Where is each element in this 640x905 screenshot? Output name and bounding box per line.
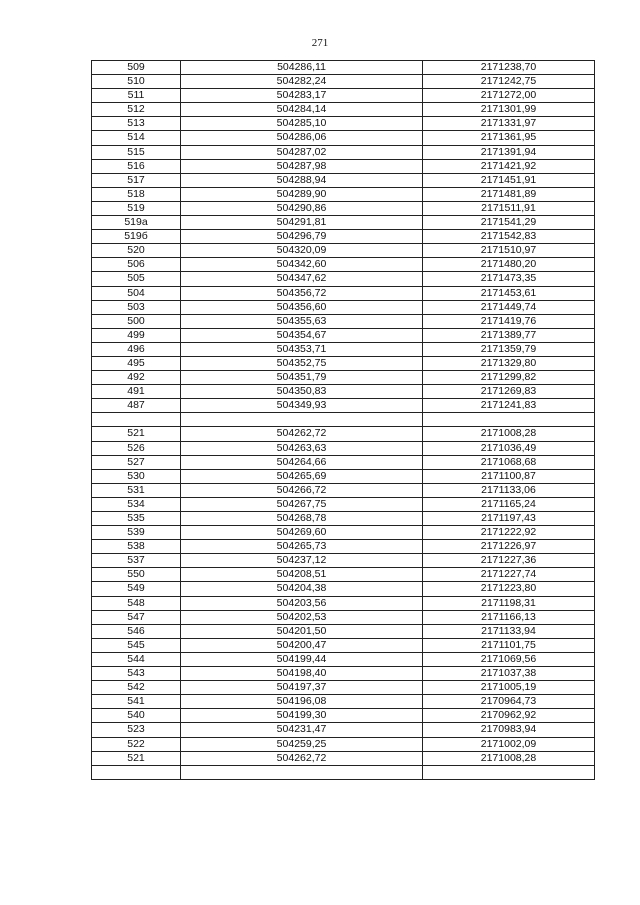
table-row (92, 342, 595, 356)
x-coordinate-cell: 504290,86 (181, 201, 423, 215)
y-coordinate-cell: 2171002,09 (423, 737, 595, 751)
point-number-cell: 541 (92, 695, 181, 709)
table-row (92, 356, 595, 370)
y-coordinate-cell: 2171511,91 (423, 201, 595, 215)
x-coordinate-cell: 504351,79 (181, 371, 423, 385)
x-coordinate-cell: 504201,50 (181, 624, 423, 638)
y-coordinate-cell: 2171299,82 (423, 371, 595, 385)
table-row (92, 258, 595, 272)
point-number-cell (92, 765, 181, 779)
x-coordinate-cell: 504197,37 (181, 681, 423, 695)
point-number-cell: 495 (92, 356, 181, 370)
table-row (92, 131, 595, 145)
x-coordinate-cell: 504208,51 (181, 568, 423, 582)
point-number-cell: 519 (92, 201, 181, 215)
table-row (92, 371, 595, 385)
table-row (92, 187, 595, 201)
table-row (92, 596, 595, 610)
x-coordinate-cell: 504347,62 (181, 272, 423, 286)
table-row (92, 624, 595, 638)
table-row (92, 709, 595, 723)
y-coordinate-cell: 2171222,92 (423, 526, 595, 540)
point-number-cell: 487 (92, 399, 181, 413)
y-coordinate-cell: 2171449,74 (423, 300, 595, 314)
y-coordinate-cell: 2171238,70 (423, 61, 595, 75)
x-coordinate-cell: 504198,40 (181, 667, 423, 681)
y-coordinate-cell: 2171133,94 (423, 624, 595, 638)
x-coordinate-cell: 504354,67 (181, 328, 423, 342)
y-coordinate-cell: 2171008,28 (423, 751, 595, 765)
y-coordinate-cell: 2171036,49 (423, 441, 595, 455)
y-coordinate-cell: 2171361,95 (423, 131, 595, 145)
y-coordinate-cell: 2171242,75 (423, 75, 595, 89)
table-row (92, 681, 595, 695)
y-coordinate-cell: 2171100,87 (423, 469, 595, 483)
table-row (92, 328, 595, 342)
y-coordinate-cell: 2171542,83 (423, 230, 595, 244)
point-number-cell: 545 (92, 638, 181, 652)
y-coordinate-cell: 2171037,38 (423, 667, 595, 681)
table-row (92, 652, 595, 666)
table-row (92, 159, 595, 173)
point-number-cell: 534 (92, 497, 181, 511)
point-number-cell: 510 (92, 75, 181, 89)
point-number-cell: 535 (92, 512, 181, 526)
y-coordinate-cell: 2171331,97 (423, 117, 595, 131)
table-row (92, 427, 595, 441)
y-coordinate-cell: 2171541,29 (423, 216, 595, 230)
table-row (92, 145, 595, 159)
x-coordinate-cell: 504263,63 (181, 441, 423, 455)
table-row (92, 413, 595, 427)
y-coordinate-cell: 2171473,35 (423, 272, 595, 286)
table-row (92, 272, 595, 286)
point-number-cell: 517 (92, 173, 181, 187)
table-row (92, 737, 595, 751)
point-number-cell: 515 (92, 145, 181, 159)
x-coordinate-cell: 504353,71 (181, 342, 423, 356)
y-coordinate-cell: 2170962,92 (423, 709, 595, 723)
page-number: 271 (311, 37, 329, 49)
point-number-cell: 505 (92, 272, 181, 286)
y-coordinate-cell: 2171391,94 (423, 145, 595, 159)
point-number-cell: 504 (92, 286, 181, 300)
point-number-cell: 509 (92, 61, 181, 75)
x-coordinate-cell: 504268,78 (181, 512, 423, 526)
x-coordinate-cell: 504196,08 (181, 695, 423, 709)
table-row (92, 75, 595, 89)
point-number-cell: 519а (92, 216, 181, 230)
point-number-cell: 500 (92, 314, 181, 328)
x-coordinate-cell: 504284,14 (181, 103, 423, 117)
y-coordinate-cell: 2171198,31 (423, 596, 595, 610)
x-coordinate-cell: 504320,09 (181, 244, 423, 258)
x-coordinate-cell: 504355,63 (181, 314, 423, 328)
x-coordinate-cell: 504265,73 (181, 540, 423, 554)
table-row (92, 568, 595, 582)
table-row (92, 540, 595, 554)
y-coordinate-cell: 2171451,91 (423, 173, 595, 187)
table-row (92, 638, 595, 652)
y-coordinate-cell: 2171510,97 (423, 244, 595, 258)
x-coordinate-cell: 504262,72 (181, 427, 423, 441)
table-row (92, 667, 595, 681)
point-number-cell: 499 (92, 328, 181, 342)
table-row (92, 173, 595, 187)
point-number-cell: 511 (92, 89, 181, 103)
table-row (92, 765, 595, 779)
y-coordinate-cell: 2171329,80 (423, 356, 595, 370)
point-number-cell: 506 (92, 258, 181, 272)
y-coordinate-cell: 2171166,13 (423, 610, 595, 624)
table-row (92, 610, 595, 624)
x-coordinate-cell: 504262,72 (181, 751, 423, 765)
y-coordinate-cell: 2171008,28 (423, 427, 595, 441)
point-number-cell: 549 (92, 582, 181, 596)
x-coordinate-cell: 504356,60 (181, 300, 423, 314)
table-row (92, 117, 595, 131)
y-coordinate-cell: 2171359,79 (423, 342, 595, 356)
table-row (92, 455, 595, 469)
point-number-cell: 526 (92, 441, 181, 455)
point-number-cell: 521 (92, 427, 181, 441)
point-number-cell: 519б (92, 230, 181, 244)
x-coordinate-cell: 504203,56 (181, 596, 423, 610)
x-coordinate-cell: 504287,98 (181, 159, 423, 173)
table-row (92, 497, 595, 511)
table-row (92, 512, 595, 526)
point-number-cell: 537 (92, 554, 181, 568)
table-row (92, 385, 595, 399)
x-coordinate-cell (181, 413, 423, 427)
point-number-cell: 548 (92, 596, 181, 610)
point-number-cell: 523 (92, 723, 181, 737)
table-row (92, 483, 595, 497)
x-coordinate-cell: 504349,93 (181, 399, 423, 413)
y-coordinate-cell (423, 765, 595, 779)
table-row (92, 300, 595, 314)
y-coordinate-cell: 2171227,74 (423, 568, 595, 582)
table-row (92, 61, 595, 75)
point-number-cell: 546 (92, 624, 181, 638)
point-number-cell: 547 (92, 610, 181, 624)
table-row (92, 286, 595, 300)
y-coordinate-cell: 2171227,36 (423, 554, 595, 568)
y-coordinate-cell: 2171269,83 (423, 385, 595, 399)
point-number-cell: 542 (92, 681, 181, 695)
y-coordinate-cell: 2171101,75 (423, 638, 595, 652)
point-number-cell: 527 (92, 455, 181, 469)
point-number-cell: 503 (92, 300, 181, 314)
x-coordinate-cell: 504265,69 (181, 469, 423, 483)
y-coordinate-cell: 2171226,97 (423, 540, 595, 554)
point-number-cell: 538 (92, 540, 181, 554)
table-row (92, 216, 595, 230)
table-row (92, 469, 595, 483)
x-coordinate-cell: 504285,10 (181, 117, 423, 131)
x-coordinate-cell: 504204,38 (181, 582, 423, 596)
x-coordinate-cell: 504202,53 (181, 610, 423, 624)
point-number-cell: 543 (92, 667, 181, 681)
x-coordinate-cell: 504350,83 (181, 385, 423, 399)
table-row (92, 244, 595, 258)
x-coordinate-cell: 504231,47 (181, 723, 423, 737)
y-coordinate-cell: 2171389,77 (423, 328, 595, 342)
point-number-cell: 521 (92, 751, 181, 765)
y-coordinate-cell: 2171197,43 (423, 512, 595, 526)
x-coordinate-cell: 504199,44 (181, 652, 423, 666)
table-row (92, 230, 595, 244)
x-coordinate-cell: 504286,06 (181, 131, 423, 145)
x-coordinate-cell: 504296,79 (181, 230, 423, 244)
y-coordinate-cell: 2171453,61 (423, 286, 595, 300)
table-row (92, 89, 595, 103)
point-number-cell: 522 (92, 737, 181, 751)
point-number-cell: 540 (92, 709, 181, 723)
table-row (92, 201, 595, 215)
y-coordinate-cell: 2171241,83 (423, 399, 595, 413)
table-row (92, 695, 595, 709)
table-row (92, 526, 595, 540)
y-coordinate-cell: 2171068,68 (423, 455, 595, 469)
x-coordinate-cell: 504356,72 (181, 286, 423, 300)
point-number-cell: 514 (92, 131, 181, 145)
y-coordinate-cell: 2171481,89 (423, 187, 595, 201)
table-row (92, 723, 595, 737)
x-coordinate-cell: 504288,94 (181, 173, 423, 187)
x-coordinate-cell: 504259,25 (181, 737, 423, 751)
point-number-cell: 491 (92, 385, 181, 399)
y-coordinate-cell: 2171069,56 (423, 652, 595, 666)
x-coordinate-cell: 504291,81 (181, 216, 423, 230)
x-coordinate-cell: 504199,30 (181, 709, 423, 723)
point-number-cell: 513 (92, 117, 181, 131)
point-number-cell: 530 (92, 469, 181, 483)
x-coordinate-cell: 504342,60 (181, 258, 423, 272)
y-coordinate-cell: 2171421,92 (423, 159, 595, 173)
table-row (92, 751, 595, 765)
y-coordinate-cell (423, 413, 595, 427)
x-coordinate-cell: 504289,90 (181, 187, 423, 201)
y-coordinate-cell: 2171005,19 (423, 681, 595, 695)
x-coordinate-cell: 504286,11 (181, 61, 423, 75)
point-number-cell: 531 (92, 483, 181, 497)
y-coordinate-cell: 2171133,06 (423, 483, 595, 497)
x-coordinate-cell: 504264,66 (181, 455, 423, 469)
y-coordinate-cell: 2170964,73 (423, 695, 595, 709)
table-row (92, 582, 595, 596)
point-number-cell (92, 413, 181, 427)
x-coordinate-cell: 504283,17 (181, 89, 423, 103)
x-coordinate-cell: 504269,60 (181, 526, 423, 540)
x-coordinate-cell: 504352,75 (181, 356, 423, 370)
x-coordinate-cell: 504200,47 (181, 638, 423, 652)
y-coordinate-cell: 2171272,00 (423, 89, 595, 103)
table-row (92, 103, 595, 117)
table-row (92, 399, 595, 413)
table-row (92, 314, 595, 328)
point-number-cell: 516 (92, 159, 181, 173)
x-coordinate-cell: 504267,75 (181, 497, 423, 511)
coordinates-table (91, 60, 595, 780)
table-row (92, 441, 595, 455)
table-row (92, 554, 595, 568)
y-coordinate-cell: 2170983,94 (423, 723, 595, 737)
y-coordinate-cell: 2171301,99 (423, 103, 595, 117)
x-coordinate-cell (181, 765, 423, 779)
y-coordinate-cell: 2171165,24 (423, 497, 595, 511)
point-number-cell: 544 (92, 652, 181, 666)
x-coordinate-cell: 504237,12 (181, 554, 423, 568)
point-number-cell: 496 (92, 342, 181, 356)
x-coordinate-cell: 504266,72 (181, 483, 423, 497)
point-number-cell: 512 (92, 103, 181, 117)
point-number-cell: 550 (92, 568, 181, 582)
point-number-cell: 518 (92, 187, 181, 201)
y-coordinate-cell: 2171223,80 (423, 582, 595, 596)
y-coordinate-cell: 2171419,76 (423, 314, 595, 328)
y-coordinate-cell: 2171480,20 (423, 258, 595, 272)
point-number-cell: 520 (92, 244, 181, 258)
coordinates-table-body (92, 61, 595, 780)
point-number-cell: 539 (92, 526, 181, 540)
x-coordinate-cell: 504287,02 (181, 145, 423, 159)
x-coordinate-cell: 504282,24 (181, 75, 423, 89)
point-number-cell: 492 (92, 371, 181, 385)
